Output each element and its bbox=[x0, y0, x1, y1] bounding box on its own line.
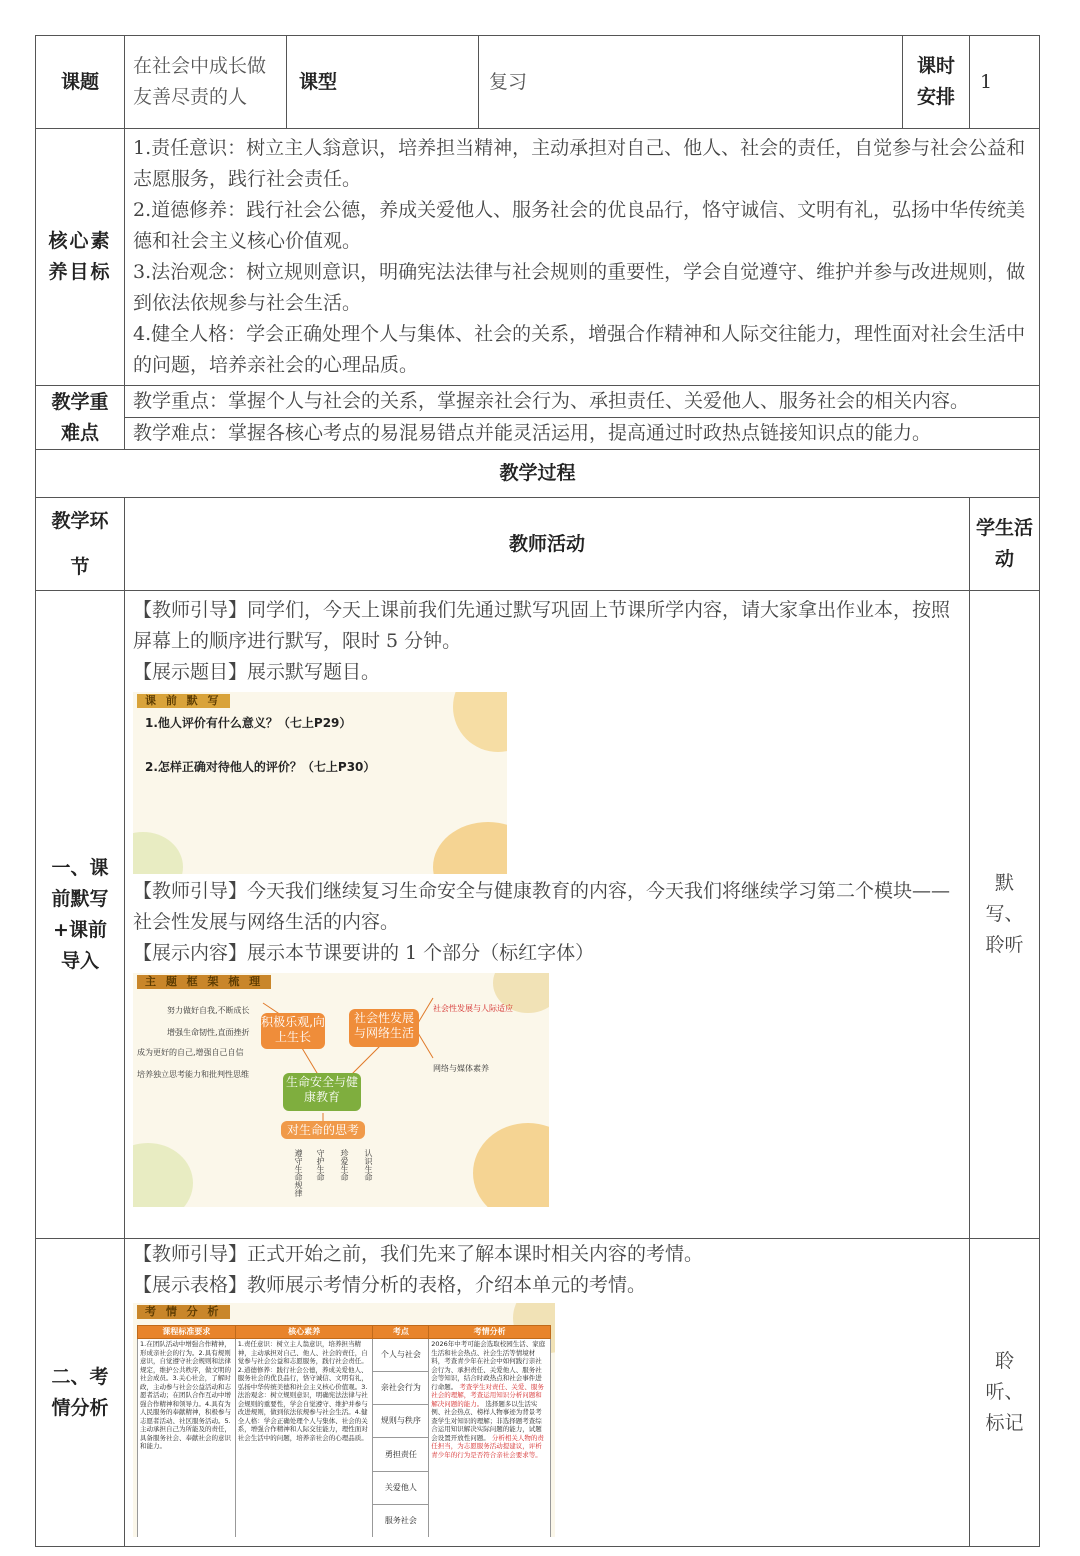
dictation-question: 1.他人评价有什么意义？（七上P29） bbox=[145, 716, 352, 730]
dictation-slide bbox=[133, 692, 507, 874]
stage2-guide: 【教师引导】正式开始之前，我们先来了解本课时相关内容的考情。 bbox=[133, 1243, 704, 1265]
stage2-teacher bbox=[125, 1239, 970, 1547]
type-value: 复习 bbox=[479, 36, 903, 129]
lesson-plan-table bbox=[35, 35, 1040, 1547]
mindmap-left-item: 成为更好的自己,增强自己自信 bbox=[137, 1048, 244, 1057]
stage2-student: 聆听、标记 bbox=[970, 1239, 1040, 1547]
goal-item: 1.责任意识：树立主人翁意识，培养担当精神，主动承担对自己、他人、社会的责任，自觉参与社会公益和志愿服务，践行社会责任。 bbox=[133, 137, 1026, 190]
exam-col-header: 课程标准要求 bbox=[138, 1326, 236, 1339]
stage2-label: 二、考情分析 bbox=[36, 1239, 125, 1547]
mindmap-vertical-item: 遵守生命规律 bbox=[294, 1149, 303, 1197]
mindmap-vertical-item: 守护生命 bbox=[316, 1149, 325, 1181]
exam-cell-standard: 1.在团队活动中增强合作精神，形成亲社会的行为。2.具有规则意识，自觉遵守社会规则和法律规定，维护公共秩序，做文明的社会成员。3.关心社会，了解时政，主动参与社会公益活动和志愿者活动；在团队合作互动中增强合作精神和领导力。4.具有为人民服务的奉献精神，积极参与志愿者活动、社区服务活动。5.主动承担自己为所能及的责任，具备服务社会、奉献社会的意识和能力。 bbox=[138, 1339, 236, 1538]
stage1-label: 一、课前默写+课前导入 bbox=[36, 591, 125, 1239]
col-student-header: 学生活动 bbox=[970, 498, 1040, 591]
goal-item: 4.健全人格：学会正确处理个人与集体、社会的关系，增强合作精神和人际交往能力，理性面对社会生活中的问题，培养亲社会的心理品质。 bbox=[133, 323, 1026, 376]
col-teacher-header: 教师活动 bbox=[125, 498, 970, 591]
exam-analysis-highlight: 分析相关人物的责任担当，为志愿服务活动提建议，评析青少年的行为是否符合亲社会要求等。 bbox=[431, 1433, 544, 1459]
process-title: 教学过程 bbox=[36, 450, 1040, 498]
goal-item: 2.道德修养：践行社会公德，养成关爱他人、服务社会的优良品行，恪守诚信、文明有礼，弘扬中华传统美德和社会主义核心价值观。 bbox=[133, 199, 1026, 252]
keypoints-label: 教学重难点 bbox=[36, 386, 125, 450]
slide-tag: 主 题 框 架 梳 理 bbox=[137, 975, 271, 989]
exam-cell-analysis bbox=[429, 1339, 551, 1538]
goal-item: 3.法治观念：树立规则意识，明确宪法法律与社会规则的重要性，学会自觉遵守、维护并参与改进规则，做到依法依规参与社会生活。 bbox=[133, 261, 1026, 314]
col-stage-header: 教学环节 bbox=[36, 498, 125, 591]
mindmap-node-life: 对生命的思考 bbox=[281, 1121, 365, 1139]
exam-analysis-text: 选择题多以生活实例、社会热点、榜样人物事迹为背景考查学生对知识的理解；非选择题考查综合运用知识解决实际问题的能力，试题会设置开放性问题。 bbox=[431, 1399, 542, 1442]
exam-cell-literacy: 1.责任意识：树立主人翁意识，培养担当精神，主动承担对自己、他人、社会的责任，自觉参与社会公益和志愿服务，践行社会责任。2.道德修养：践行社会公德，养成关爱他人、服务社会的优良品行，恪守诚信、文明有礼，弘扬中华传统美德和社会主义核心价值观。3.法治观念：树立规则意识，明确宪法法律与社会规则的重要性，学会自觉遵守、维护并参与改进规则，做到依法依规参与社会生活。4.健全人格：学会正确处理个人与集体、社会的关系，增强合作精神和人际交往能力，理性面对社会生活中的问题，培养亲社会的心理品质。 bbox=[235, 1339, 373, 1538]
goals-content bbox=[125, 129, 1040, 386]
slide-tag: 考 情 分 析 bbox=[137, 1305, 230, 1319]
mindmap-right-item-highlight: 社会性发展与人际适应 bbox=[433, 1004, 513, 1013]
mindmap-node-social: 社会性发展与网络生活 bbox=[349, 1009, 419, 1047]
topic-value: 在社会中成长做友善尽责的人 bbox=[125, 36, 287, 129]
stage1-show-1: 【展示题目】展示默写题目。 bbox=[133, 661, 381, 683]
dictation-question: 2.怎样正确对待他人的评价？（七上P30） bbox=[145, 760, 376, 774]
mindmap-node-optimism: 积极乐观,向上生长 bbox=[261, 1013, 325, 1049]
hours-value: 1 bbox=[970, 36, 1040, 129]
exam-analysis-slide bbox=[133, 1303, 555, 1537]
exam-cell-point: 亲社会行为 bbox=[373, 1372, 429, 1405]
exam-cell-point: 关爱他人 bbox=[373, 1471, 429, 1504]
type-label: 课型 bbox=[287, 36, 479, 129]
exam-analysis-table bbox=[137, 1325, 551, 1537]
exam-cell-point: 个人与社会 bbox=[373, 1339, 429, 1372]
stage1-guide-2: 【教师引导】今天我们继续复习生命安全与健康教育的内容，今天我们将继续学习第二个模块——社会性发展与网络生活的内容。 bbox=[133, 880, 951, 933]
mindmap-right-item: 网络与媒体素养 bbox=[433, 1064, 489, 1073]
stage2-show: 【展示表格】教师展示考情分析的表格，介绍本单元的考情。 bbox=[133, 1274, 647, 1296]
mindmap-left-item: 努力做好自我,不断成长 bbox=[167, 1006, 250, 1015]
exam-col-header: 考点 bbox=[373, 1326, 429, 1339]
exam-analysis-highlight: 考查学生对责任、关爱、服务社会的理解，考查运用知识分析问题和解决问题的能力。 bbox=[431, 1382, 544, 1408]
stage1-guide-1: 【教师引导】同学们，今天上课前我们先通过默写巩固上节课所学内容，请大家拿出作业本，按照屏幕上的顺序进行默写，限时 5 分钟。 bbox=[133, 599, 951, 652]
mindmap-vertical-item: 珍爱生命 bbox=[340, 1149, 349, 1181]
stage1-show-2: 【展示内容】展示本节课要讲的 1 个部分（标红字体） bbox=[133, 942, 595, 964]
mindmap-center-node: 生命安全与健康教育 bbox=[283, 1073, 361, 1111]
mindmap-vertical-item: 认识生命 bbox=[364, 1149, 373, 1181]
hours-label: 课时安排 bbox=[903, 36, 970, 129]
exam-cell-point: 规则与秩序 bbox=[373, 1405, 429, 1438]
exam-col-header: 考情分析 bbox=[429, 1326, 551, 1339]
stage1-student: 默写、聆听 bbox=[970, 591, 1040, 1239]
mindmap-left-item: 增强生命韧性,直面挫折 bbox=[167, 1028, 250, 1037]
exam-analysis-text: 2026年中考可能会选取校园生活、家庭生活和社会热点、社会生活等情境材料，考查青少年在社会中如何践行亲社会行为、承担责任、关爱他人、服务社会等知识，结合时政热点和社会事件进行命题。 bbox=[431, 1340, 546, 1391]
exam-cell-point: 勇担责任 bbox=[373, 1438, 429, 1471]
exam-cell-point: 服务社会 bbox=[373, 1504, 429, 1537]
stage1-teacher bbox=[125, 591, 970, 1239]
topic-label: 课题 bbox=[36, 36, 125, 129]
goals-label: 核心素养目标 bbox=[36, 129, 125, 386]
mindmap-slide bbox=[133, 973, 549, 1207]
slide-tag: 课 前 默 写 bbox=[137, 694, 230, 708]
mindmap-left-item: 培养独立思考能力和批判性思维 bbox=[137, 1070, 249, 1079]
difficulty-text: 教学难点：掌握各核心考点的易混易错点并能灵活运用，提高通过时政热点链接知识点的能力。 bbox=[125, 418, 1040, 450]
focus-text: 教学重点：掌握个人与社会的关系，掌握亲社会行为、承担责任、关爱他人、服务社会的相关内容。 bbox=[125, 386, 1040, 418]
exam-col-header: 核心素养 bbox=[235, 1326, 373, 1339]
